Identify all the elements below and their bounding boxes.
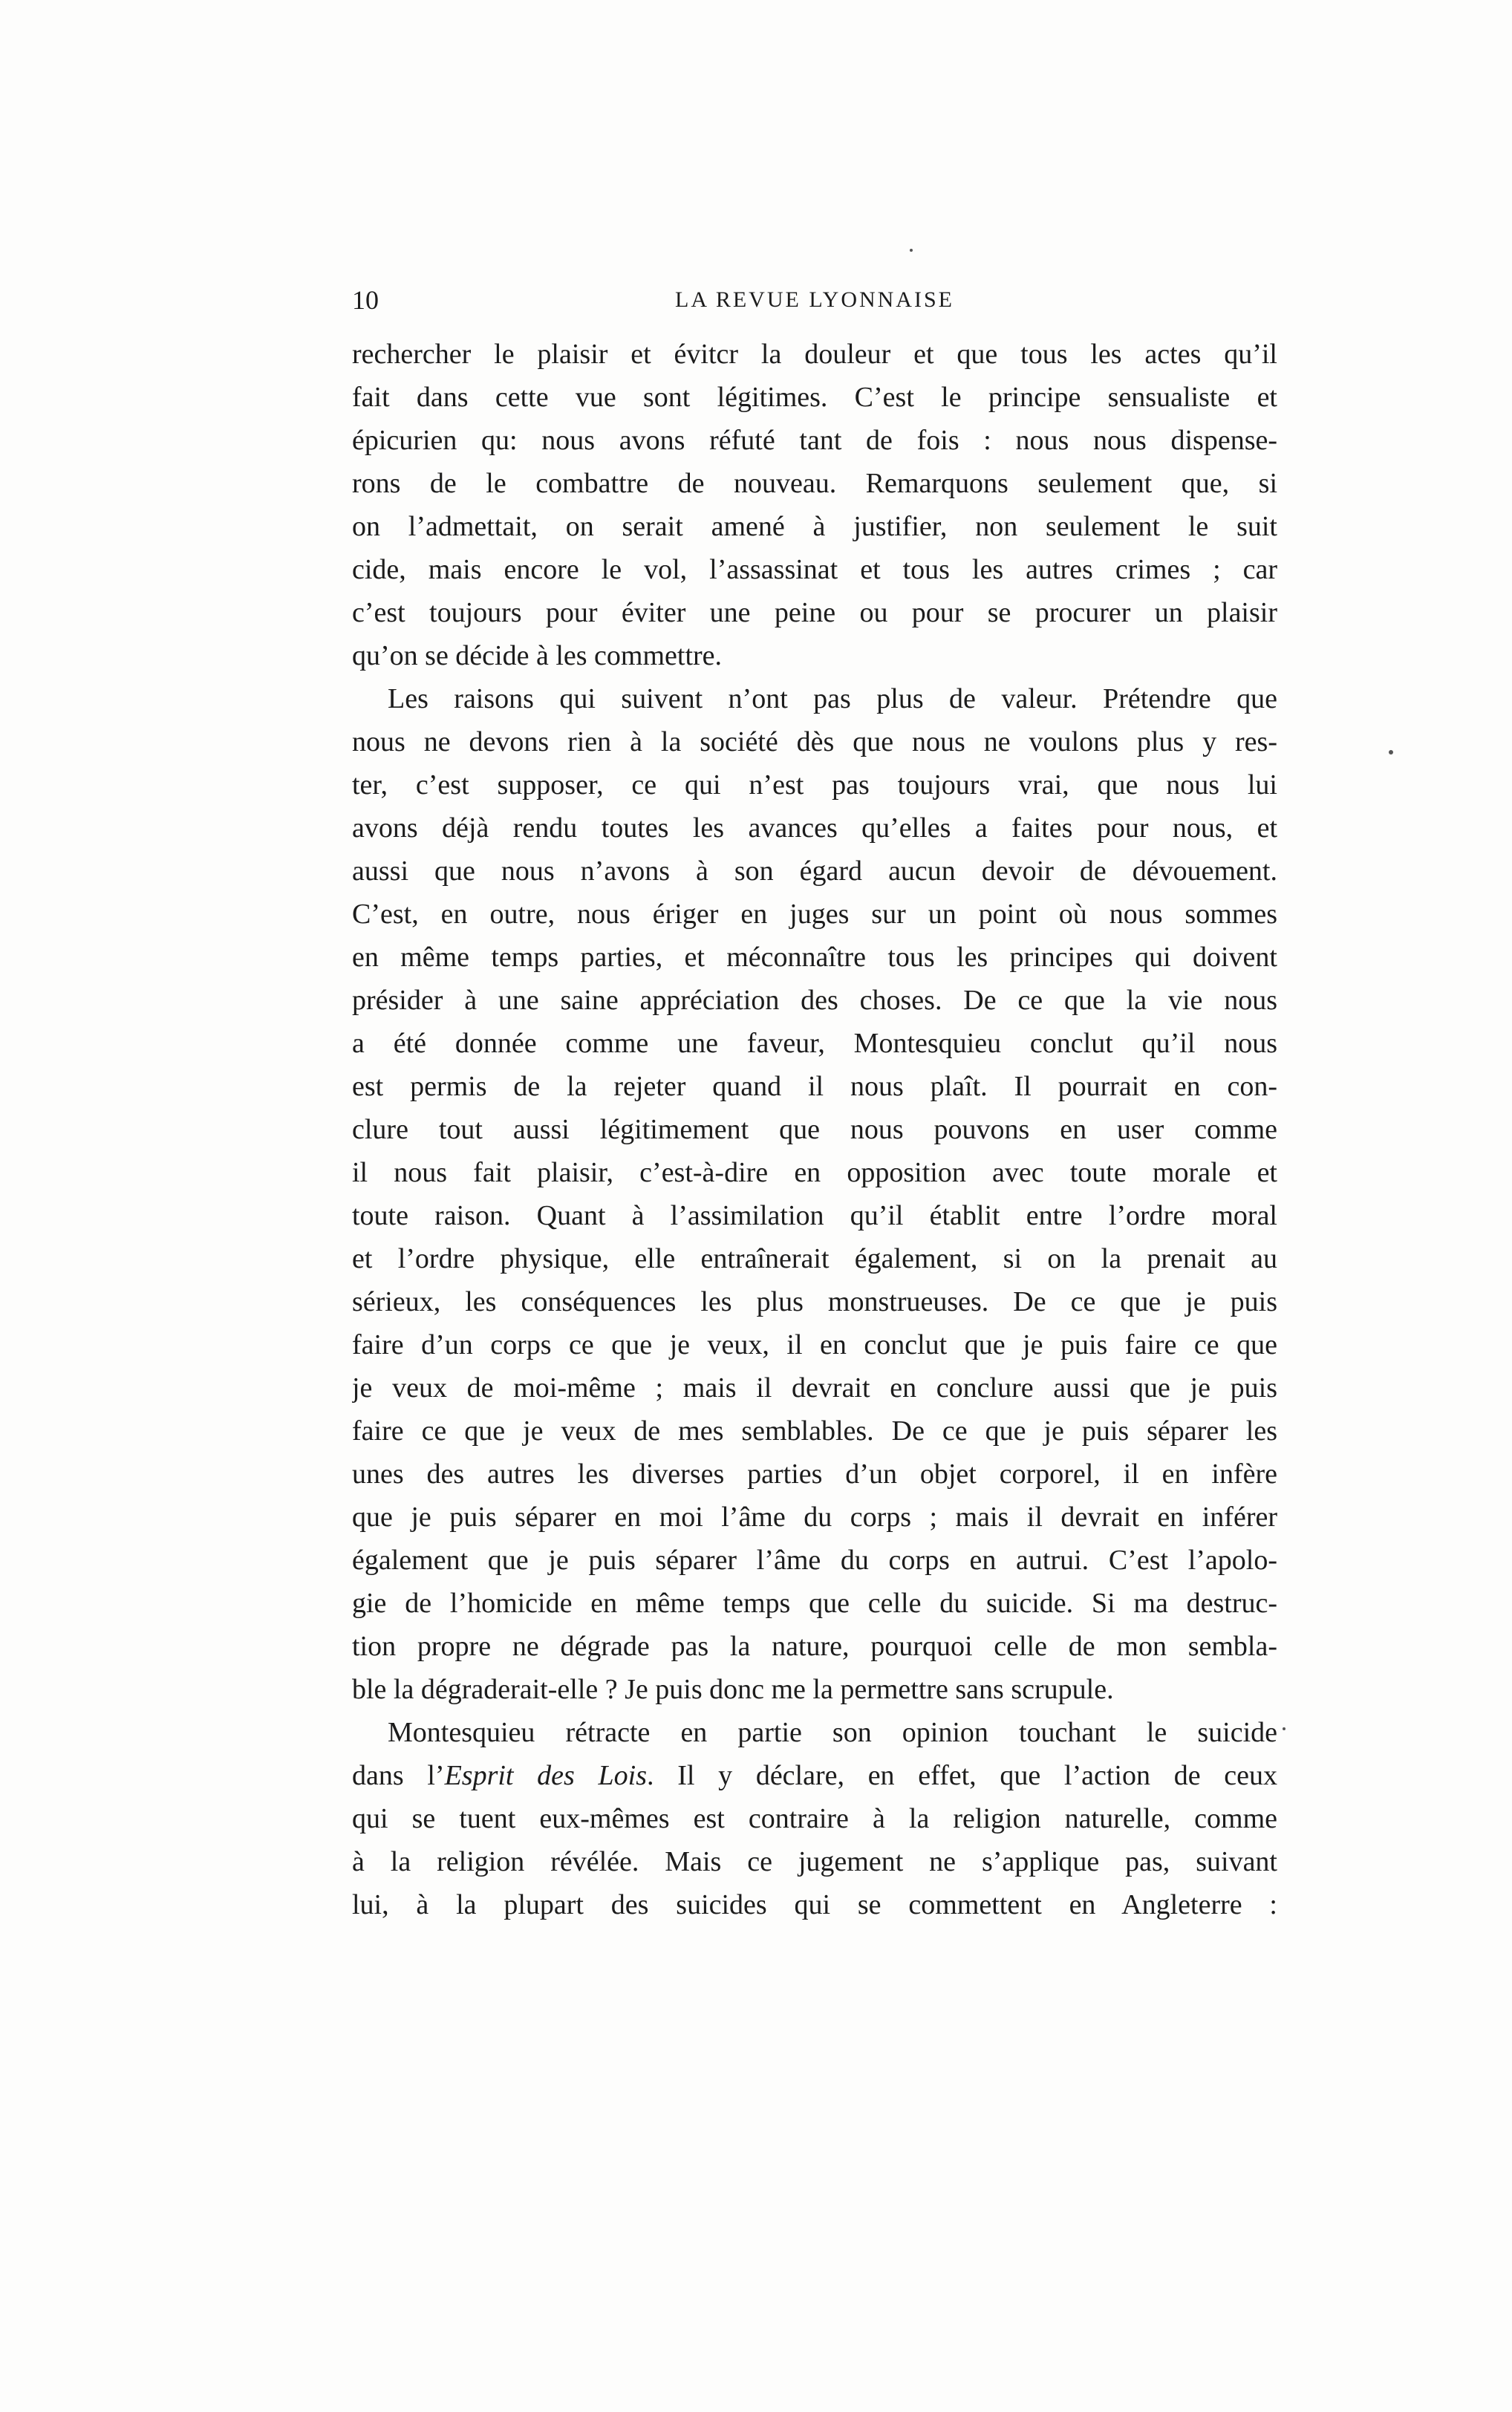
text-line: également que je puis séparer l’âme du corps en autrui. C’est l’apolo- — [352, 1545, 1277, 1576]
text-line: aussi que nous n’avons à son égard aucun devoir de dévouement. — [352, 855, 1277, 887]
text-line: rechercher le plaisir et évitcr la douleur et que tous les actes qu’il — [352, 339, 1277, 370]
text-line: et l’ordre physique, elle entraînerait également, si on la prenait au — [352, 1243, 1277, 1274]
paper-speck — [1283, 1727, 1285, 1730]
text-line: rons de le combattre de nouveau. Remarquons seulement que, si — [352, 468, 1277, 499]
paper-speck — [910, 249, 913, 252]
text-line: Montesquieu rétracte en partie son opinion touchant le suicide — [388, 1717, 1277, 1748]
text-line: C’est, en outre, nous ériger en juges sur un point où nous sommes — [352, 899, 1277, 930]
text-line: cide, mais encore le vol, l’assassinat et tous les autres crimes ; car — [352, 554, 1277, 585]
text-line: tion propre ne dégrade pas la nature, pourquoi celle de mon sembla- — [352, 1631, 1277, 1662]
text-line: unes des autres les diverses parties d’un objet corporel, il en infère — [352, 1458, 1277, 1490]
text-line: présider à une saine appréciation des choses. De ce que la vie nous — [352, 985, 1277, 1016]
page-header — [352, 284, 1277, 328]
body-text — [352, 333, 1277, 1926]
page-number: 10 — [352, 285, 379, 315]
text-fragment: . Il y déclare, en effet, que l’action de ceux — [647, 1760, 1277, 1791]
text-line: faire ce que je veux de mes semblables. De ce que je puis séparer les — [352, 1415, 1277, 1447]
text-line: qu’on se décide à les commettre. — [352, 640, 723, 671]
text-line: qui se tuent eux-mêmes est contraire à la religion naturelle, comme — [352, 1803, 1277, 1834]
text-line: nous ne devons rien à la société dès que nous ne voulons plus y res- — [352, 726, 1277, 757]
paragraph-1 — [352, 333, 1277, 677]
text-line: en même temps parties, et méconnaître tous les principes qui doivent — [352, 942, 1277, 973]
running-head: LA REVUE LYONNAISE — [675, 287, 954, 312]
text-line: Les raisons qui suivent n’ont pas plus de valeur. Prétendre que — [388, 683, 1277, 714]
text-line: gie de l’homicide en même temps que celle du suicide. Si ma destruc- — [352, 1588, 1277, 1619]
text-line: toute raison. Quant à l’assimilation qu’il établit entre l’ordre moral — [352, 1200, 1277, 1231]
text-line: sérieux, les conséquences les plus monstrueuses. De ce que je puis — [352, 1286, 1277, 1317]
text-line: épicurien qu: nous avons réfuté tant de fois : nous nous dispense- — [352, 425, 1277, 456]
paragraph-3 — [352, 1711, 1277, 1926]
book-title: Esprit des Lois — [444, 1760, 648, 1791]
text-line: je veux de moi-même ; mais il devrait en conclure aussi que je puis — [352, 1372, 1277, 1404]
text-line-with-title — [352, 1754, 1277, 1797]
text-line: est permis de la rejeter quand il nous plaît. Il pourrait en con- — [352, 1071, 1277, 1102]
text-line: lui, à la plupart des suicides qui se commettent en Angleterre : — [352, 1889, 1277, 1920]
text-line: clure tout aussi légitimement que nous pouvons en user comme — [352, 1114, 1277, 1145]
text-line: il nous fait plaisir, c’est-à-dire en opposition avec toute morale et — [352, 1157, 1277, 1188]
text-line: que je puis séparer en moi l’âme du corps ; mais il devrait en inférer — [352, 1502, 1277, 1533]
text-line: ble la dégraderait-elle ? Je puis donc me la permettre sans scrupule. — [352, 1674, 1114, 1705]
text-line: a été donnée comme une faveur, Montesquieu conclut qu’il nous — [352, 1028, 1277, 1059]
text-line: à la religion révélée. Mais ce jugement ne s’applique pas, suivant — [352, 1846, 1277, 1877]
text-line: fait dans cette vue sont légitimes. C’est le principe sensualiste et — [352, 382, 1277, 413]
text-fragment: dans l’ — [352, 1760, 445, 1791]
text-line: avons déjà rendu toutes les avances qu’elles a faites pour nous, et — [352, 812, 1277, 844]
text-line: ter, c’est supposer, ce qui n’est pas toujours vrai, que nous lui — [352, 769, 1277, 801]
paragraph-2 — [352, 677, 1277, 1711]
paper-speck — [1389, 750, 1393, 754]
text-line: c’est toujours pour éviter une peine ou pour se procurer un plaisir — [352, 597, 1277, 628]
text-line: on l’admettait, on serait amené à justifier, non seulement le suit — [352, 511, 1277, 542]
text-line: faire d’un corps ce que je veux, il en conclut que je puis faire ce que — [352, 1329, 1277, 1360]
